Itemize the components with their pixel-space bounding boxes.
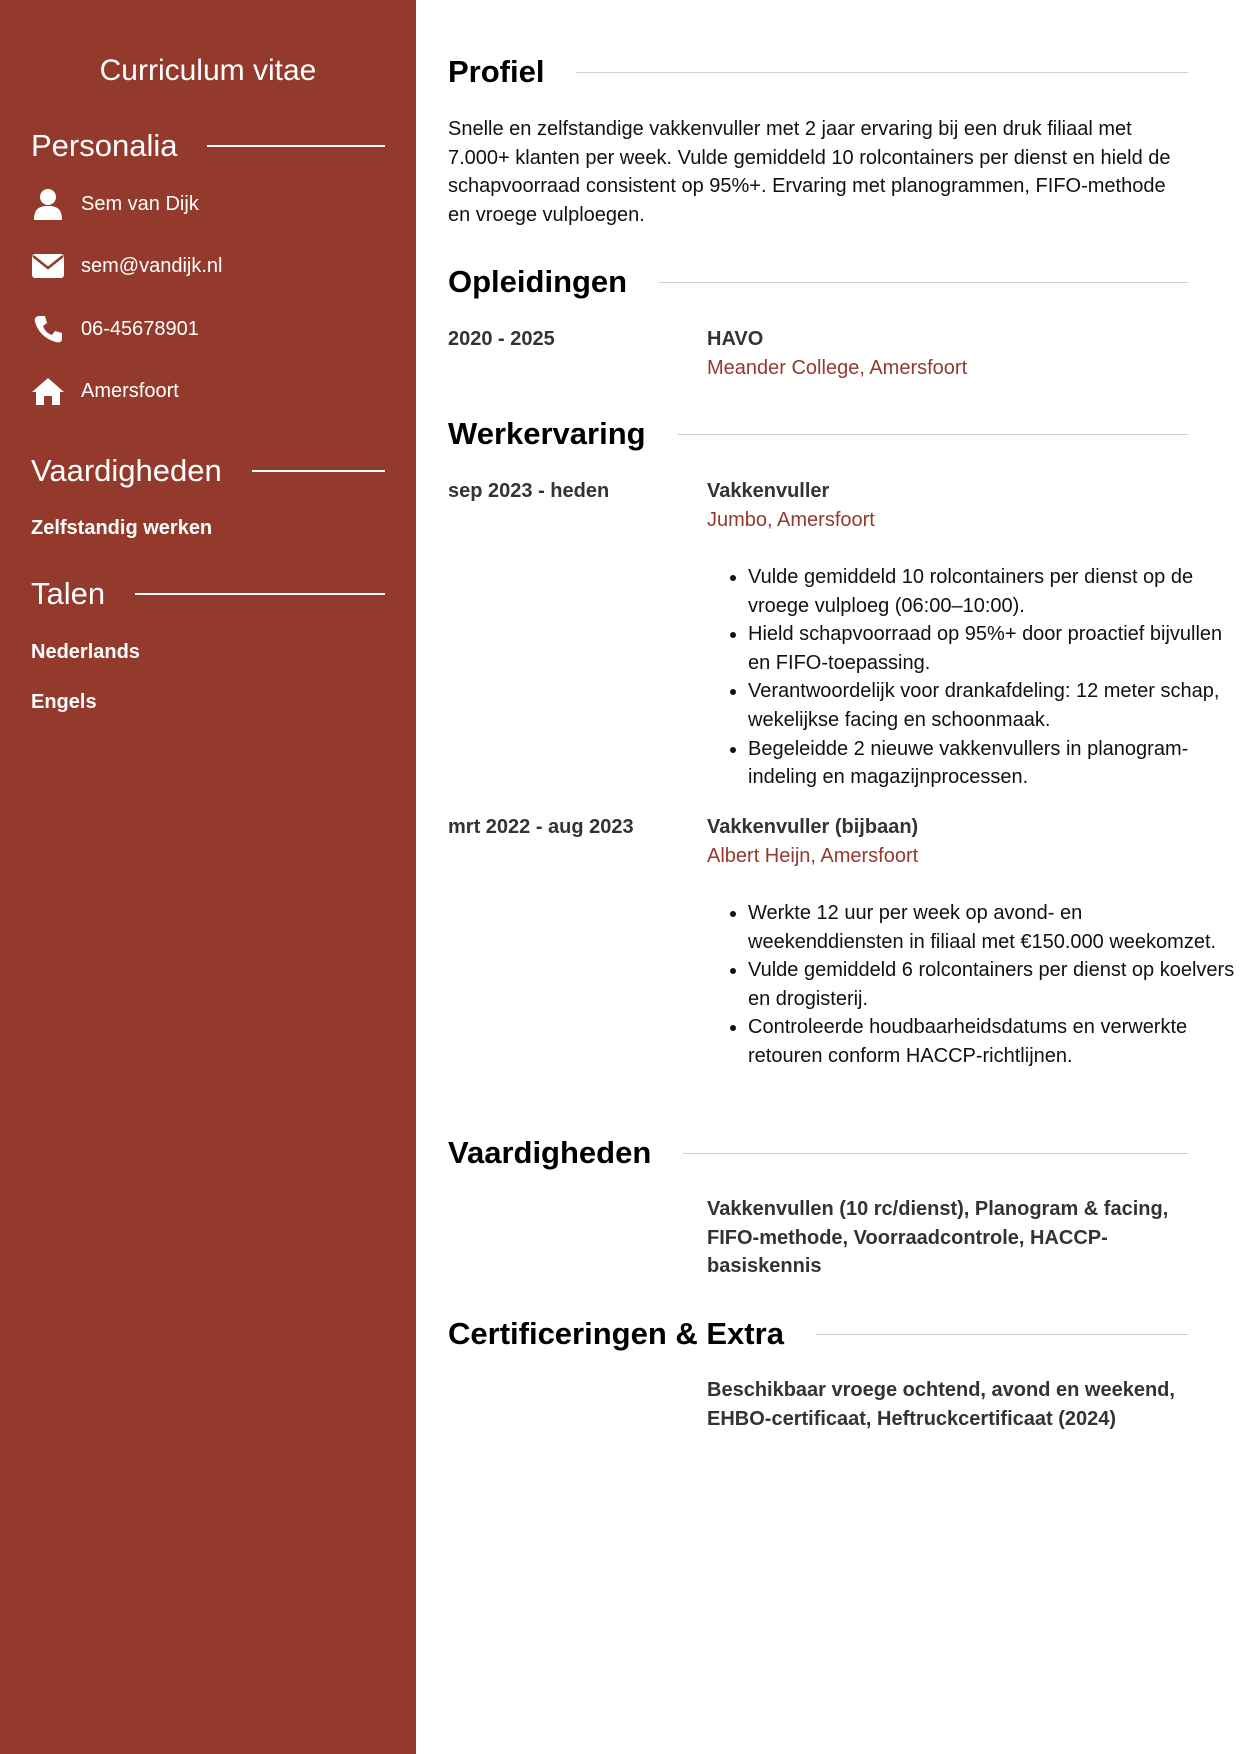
home-icon	[31, 374, 65, 408]
personalia-heading-label: Personalia	[31, 128, 178, 163]
divider	[252, 470, 385, 472]
skills-heading	[448, 1133, 1188, 1173]
experience-heading-label: Werkervaring	[448, 416, 646, 451]
list-item: • Verantwoordelijk voor drankafdeling: 12 meter schap, wekelijkse facing en schoonmaak.	[748, 677, 1238, 734]
list-item: • Controleerde houdbaarheidsdatums en verwerkte retouren conform HACCP-richtlijnen.	[748, 1013, 1238, 1070]
contact-phone-text[interactable]: 06-45678901	[81, 317, 199, 340]
skills-heading-label: Vaardigheden	[448, 1135, 652, 1170]
languages-heading	[31, 574, 385, 614]
contact-phone[interactable]	[31, 311, 199, 347]
divider	[683, 1153, 1188, 1154]
user-icon	[31, 187, 65, 221]
job-employer: Albert Heijn, Amersfoort	[707, 845, 919, 867]
sidebar	[0, 0, 416, 1754]
personalia-heading	[31, 126, 385, 166]
profile-heading	[448, 52, 1188, 92]
list-item: • Begeleidde 2 nieuwe vakkenvullers in planogram-indeling en magazijnprocessen.	[748, 735, 1238, 792]
experience-heading	[448, 414, 1188, 454]
education-title: HAVO	[707, 328, 764, 350]
list-item: • Hield schapvoorraad op 95%+ door proactief bijvullen en FIFO-toepassing.	[748, 620, 1238, 677]
extra-heading	[448, 1314, 1188, 1354]
languages-heading-label: Talen	[31, 576, 106, 611]
list-item: • Werkte 12 uur per week op avond- en weekenddiensten in filiaal met €150.000 weekomzet.	[748, 899, 1238, 956]
divider	[659, 282, 1188, 283]
job-date: sep 2023 - heden	[448, 480, 610, 502]
sidebar-skills-heading-label: Vaardigheden	[31, 453, 222, 488]
job-title: Vakkenvuller	[707, 480, 830, 502]
extra-text: Beschikbaar vroege ochtend, avond en weekend, EHBO-certificaat, Heftruckcertificaat (2024)	[707, 1379, 1175, 1430]
job-title: Vakkenvuller (bijbaan)	[707, 816, 919, 838]
divider	[576, 72, 1188, 73]
education-date: 2020 - 2025	[448, 328, 555, 350]
phone-icon	[31, 312, 65, 346]
profile-heading-label: Profiel	[448, 54, 545, 89]
contact-email-text[interactable]: sem@vandijk.nl	[81, 254, 223, 277]
contact-location	[31, 373, 179, 409]
contact-name-text: Sem van Dijk	[81, 192, 199, 215]
contact-name	[31, 186, 199, 222]
language-item: Nederlands	[31, 641, 140, 663]
document-title: Curriculum vitae	[99, 54, 317, 87]
skills-text: Vakkenvullen (10 rc/dienst), Planogram & facing, FIFO-methode, Voorraadcontrole, HACCP-basiskennis	[707, 1198, 1169, 1278]
divider	[207, 145, 385, 147]
divider	[135, 593, 385, 595]
education-school: Meander College, Amersfoort	[707, 357, 968, 379]
list-item: • Vulde gemiddeld 6 rolcontainers per dienst op koelvers en drogisterij.	[748, 956, 1238, 1013]
education-heading	[448, 262, 1188, 302]
sidebar-skills-heading	[31, 451, 385, 491]
contact-email[interactable]	[31, 248, 222, 284]
job-bullets	[707, 563, 1238, 792]
divider	[816, 1334, 1188, 1335]
sidebar-skill-item: Zelfstandig werken	[31, 517, 213, 539]
education-heading-label: Opleidingen	[448, 264, 628, 299]
job-employer: Jumbo, Amersfoort	[707, 509, 875, 531]
profile-text: Snelle en zelfstandige vakkenvuller met 2 jaar ervaring bij een druk filiaal met 7.000+ klanten per week. Vulde gemiddeld 10 rolcontainers per dienst en hield de schapvoorraad consistent op 95%+. Ervaring met planogrammen, FIFO-methode en vroege vulploegen.	[448, 118, 1171, 226]
list-item: • Vulde gemiddeld 10 rolcontainers per dienst op de vroege vulploeg (06:00–10:00).	[748, 563, 1238, 620]
job-date: mrt 2022 - aug 2023	[448, 816, 634, 838]
job-bullets	[707, 899, 1238, 1071]
contact-location-text: Amersfoort	[81, 379, 179, 402]
extra-heading-label: Certificeringen & Extra	[448, 1316, 784, 1351]
divider	[678, 434, 1188, 435]
language-item: Engels	[31, 691, 97, 713]
envelope-icon	[31, 249, 65, 283]
